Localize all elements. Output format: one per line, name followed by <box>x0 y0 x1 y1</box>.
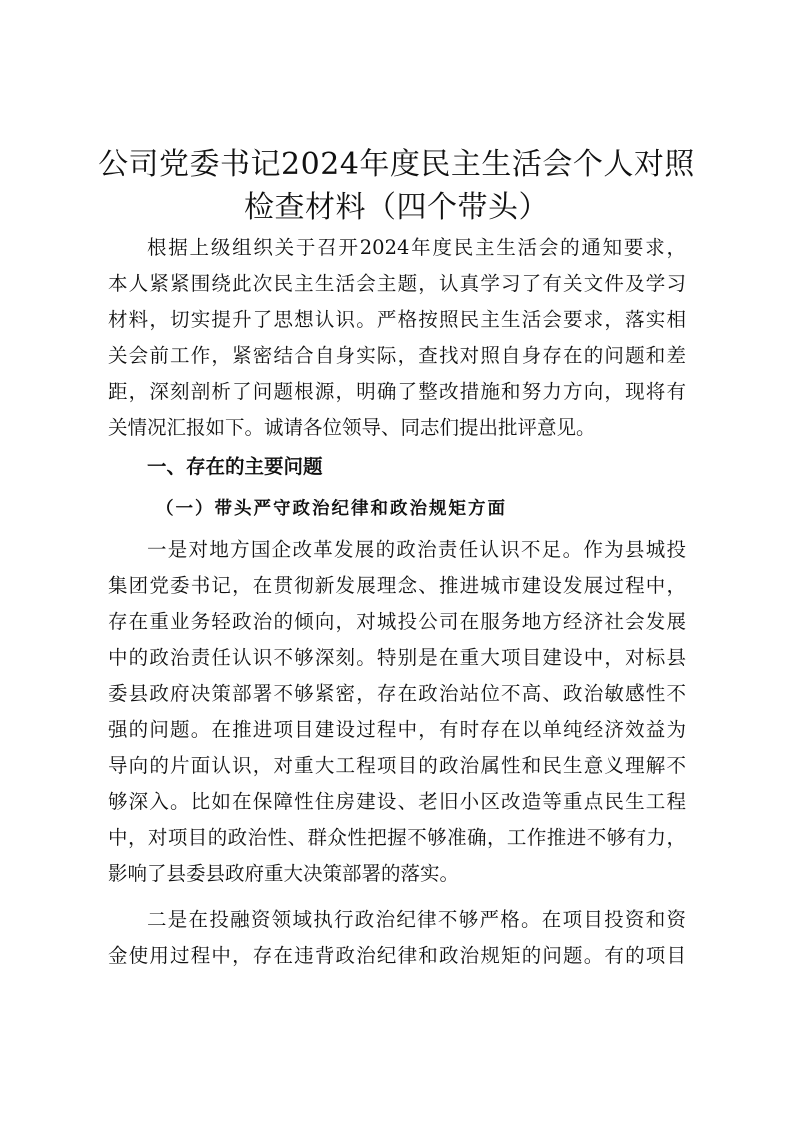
paragraph-line: 导向的片面认识，对重大工程项目的政治属性和民生意义理解不 <box>108 754 686 777</box>
document-title-line-2: 检查材料（四个带头） <box>244 190 549 225</box>
intro-line: 材料，切实提升了思想认识。严格按照民主生活会要求，落实相 <box>108 308 686 331</box>
intro-line: 距，深刻剖析了问题根源，明确了整改措施和努力方向，现将有 <box>108 380 686 403</box>
subsection-heading: （一）带头严守政治纪律和政治规矩方面 <box>156 499 507 519</box>
paragraph-line: 存在重业务轻政治的倾向，对城投公司在服务地方经济社会发展 <box>108 610 686 633</box>
document-title-line-1: 公司党委书记2024年度民主生活会个人对照 <box>98 147 695 182</box>
intro-line: 根据上级组织关于召开2024年度民主生活会的通知要求， <box>147 236 686 259</box>
paragraph-line: 强的问题。在推进项目建设过程中，有时存在以单纯经济效益为 <box>108 718 686 741</box>
intro-line: 关会前工作，紧密结合自身实际，查找对照自身存在的问题和差 <box>108 344 686 367</box>
paragraph-line: 够深入。比如在保障性住房建设、老旧小区改造等重点民生工程 <box>108 790 686 813</box>
intro-line: 关情况汇报如下。诚请各位领导、同志们提出批评意见。 <box>108 416 596 439</box>
paragraph-line: 集团党委书记，在贯彻新发展理念、推进城市建设发展过程中， <box>108 574 686 597</box>
paragraph-line: 中的政治责任认识不够深刻。特别是在重大项目建设中，对标县 <box>108 646 686 669</box>
paragraph-line: 一是对地方国企改革发展的政治责任认识不足。作为县城投 <box>147 538 686 561</box>
paragraph-line: 委县政府决策部署不够紧密，存在政治站位不高、政治敏感性不 <box>108 682 686 705</box>
paragraph-line: 金使用过程中，存在违背政治纪律和政治规矩的问题。有的项目 <box>108 944 686 967</box>
section-heading: 一、存在的主要问题 <box>147 455 323 478</box>
paragraph-line: 影响了县委县政府重大决策部署的落实。 <box>108 862 460 885</box>
paragraph-line: 中，对项目的政治性、群众性把握不够准确，工作推进不够有力， <box>108 826 686 849</box>
intro-line: 本人紧紧围绕此次民主生活会主题，认真学习了有关文件及学习 <box>108 272 686 295</box>
paragraph-line: 二是在投融资领域执行政治纪律不够严格。在项目投资和资 <box>147 908 686 931</box>
